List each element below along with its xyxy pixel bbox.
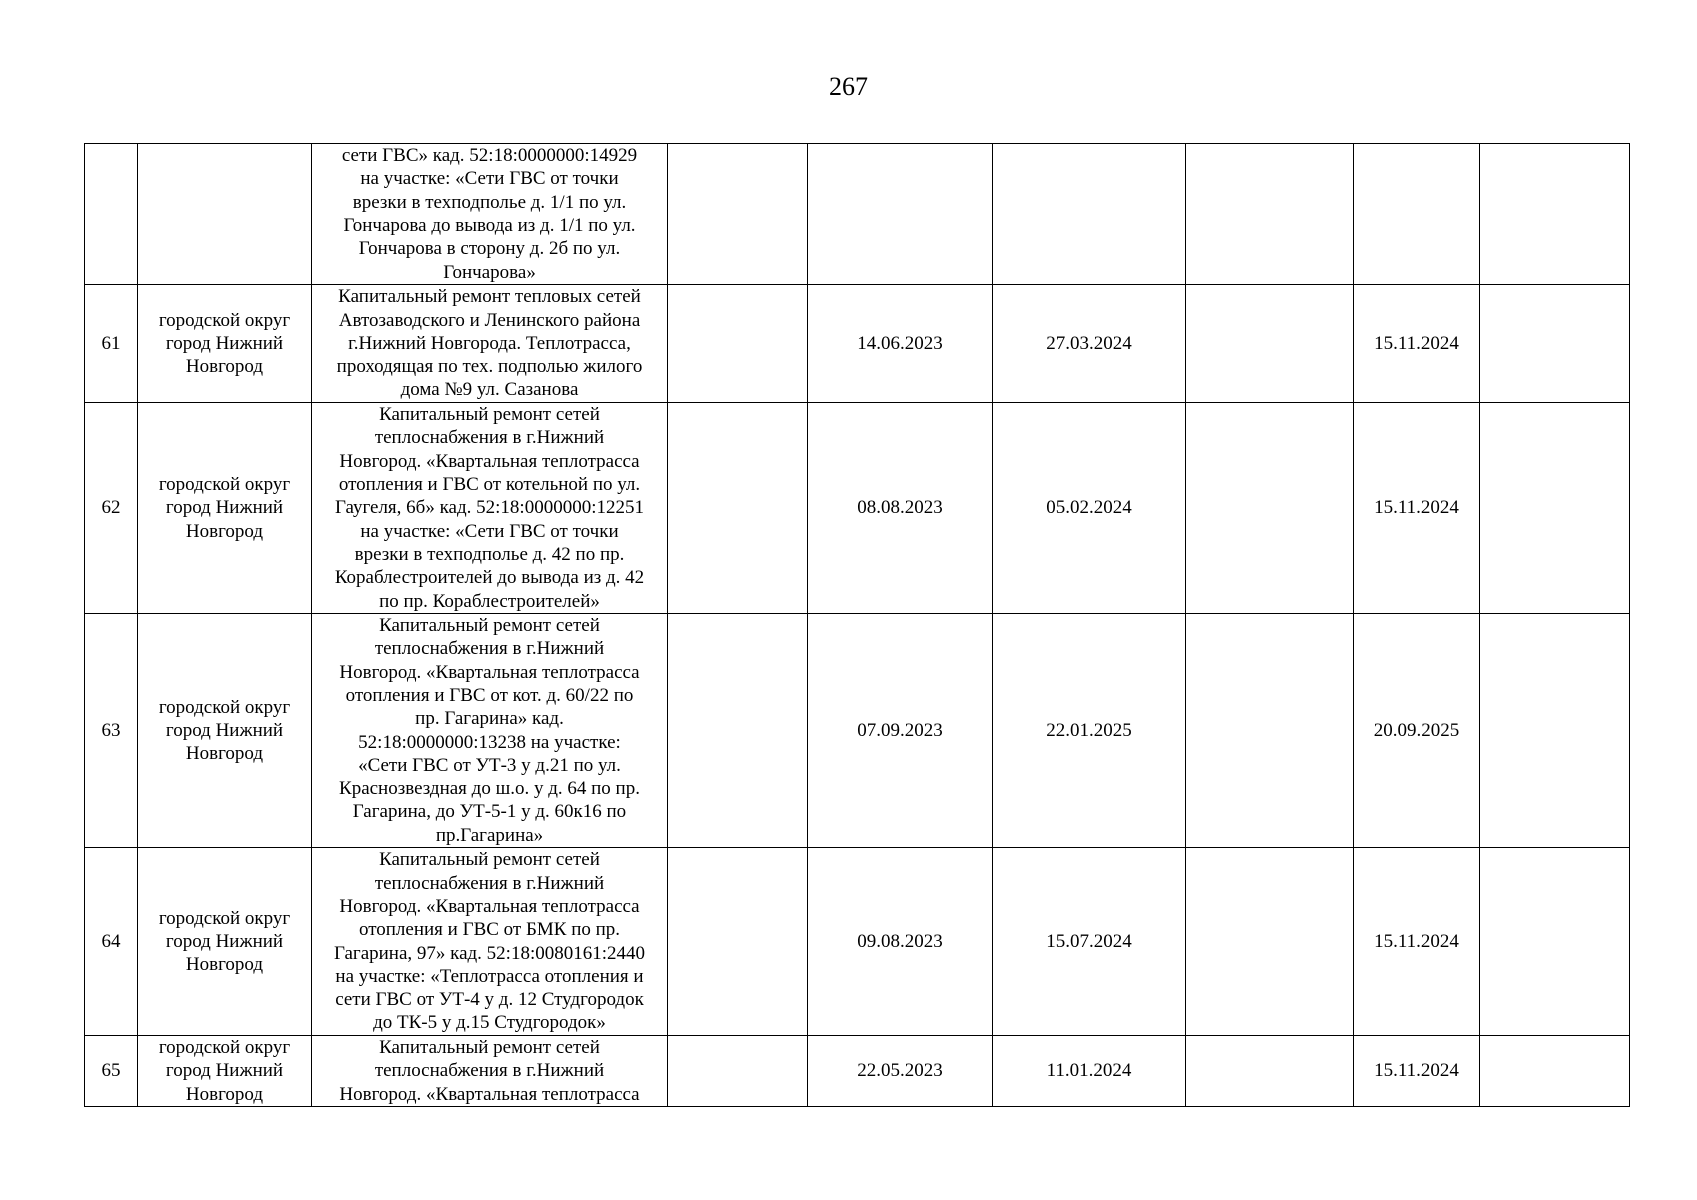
empty-cell [1480, 144, 1630, 285]
cell-text-line: городской округ [158, 907, 291, 929]
cell-text-line: Новгород [185, 954, 264, 976]
date-cell: 08.08.2023 [808, 403, 993, 614]
row-number-cell: 63 [85, 614, 138, 848]
cell-text-line: Автозаводского и Ленинского района [338, 309, 641, 331]
territory-cell [138, 848, 312, 1036]
cell-text-line: Капитальный ремонт тепловых сетей [338, 286, 641, 308]
cell-text-line: Гаугеля, 6б» кад. 52:18:0000000:12251 [335, 497, 644, 519]
date-cell: 22.01.2025 [993, 614, 1186, 848]
cell-text-line: Новгород. «Квартальная теплотрасса [339, 895, 640, 917]
cell-text-line: до ТК-5 у д.15 Студгородок» [373, 1012, 606, 1034]
cell-text-line: город Нижний [165, 719, 284, 741]
empty-cell [1480, 285, 1630, 403]
page-number: 267 [829, 72, 868, 101]
cell-text-line: теплоснабжения в г.Нижний [374, 1060, 605, 1082]
cell-text-line: теплоснабжения в г.Нижний [374, 427, 605, 449]
cell-text-line: теплоснабжения в г.Нижний [374, 638, 605, 660]
description-cell [312, 848, 668, 1036]
date-cell: 11.01.2024 [993, 1036, 1186, 1107]
cell-text-line: на участке: «Теплотрасса отопления и [335, 965, 644, 987]
empty-cell [1480, 1036, 1630, 1107]
cell-text-line: сети ГВС» кад. 52:18:0000000:14929 [341, 145, 638, 167]
cell-text-line: проходящая по тех. подполью жилого [336, 356, 643, 378]
cell-text-line: городской округ [158, 309, 291, 331]
date-cell: 15.11.2024 [1354, 403, 1480, 614]
date-cell: 15.11.2024 [1354, 848, 1480, 1036]
cell-text-line: Новгород [185, 520, 264, 542]
cell-text-line: отопления и ГВС от БМК по пр. [358, 919, 621, 941]
cell-text-line: Капитальный ремонт сетей [379, 1037, 600, 1058]
empty-cell [1480, 848, 1630, 1036]
row-number-cell: 61 [85, 285, 138, 403]
cell-text-line: Гагарина, 97» кад. 52:18:0080161:2440 [333, 942, 646, 964]
date-cell: 15.11.2024 [1354, 285, 1480, 403]
cell-text-line: город Нижний [165, 497, 284, 519]
cell-text-line: Гагарина, до УТ-5-1 у д. 60к16 по [352, 801, 627, 823]
table-row [85, 1036, 1630, 1107]
cell-text-line: Новгород. «Квартальная теплотрасса [339, 1083, 640, 1105]
table-row [85, 848, 1630, 1036]
cell-text-line: пр. Гагарина» кад. [415, 708, 564, 730]
cell-text-line: на участке: «Сети ГВС от точки [360, 520, 619, 542]
cell-text-line: по пр. Кораблестроителей» [379, 590, 600, 612]
row-number-cell [85, 144, 138, 285]
cell-text-line: город Нижний [165, 332, 284, 354]
description-cell [312, 1036, 668, 1107]
cell-text-line: дома №9 ул. Сазанова [400, 379, 579, 401]
date-cell [1354, 144, 1480, 285]
empty-cell [668, 144, 808, 285]
cell-text-line: Новгород [185, 356, 264, 378]
territory-cell [138, 1036, 312, 1107]
date-cell: 15.07.2024 [993, 848, 1186, 1036]
cell-text-line: Новгород. «Квартальная теплотрасса [339, 661, 640, 683]
empty-cell [1186, 144, 1354, 285]
empty-cell [1186, 848, 1354, 1036]
date-cell [993, 144, 1186, 285]
row-number-cell: 65 [85, 1036, 138, 1107]
cell-text-line: 52:18:0000000:13238 на участке: [358, 731, 621, 753]
cell-text-line: Гончарова до вывода из д. 1/1 по ул. [343, 215, 636, 236]
cell-text-line: Капитальный ремонт сетей [379, 849, 600, 871]
cell-text-line: город Нижний [165, 1060, 284, 1082]
description-cell [312, 614, 668, 848]
cell-text-line: теплоснабжения в г.Нижний [374, 872, 605, 894]
cell-text-line: Новгород [185, 743, 264, 765]
empty-cell [668, 1036, 808, 1107]
territory-cell [138, 403, 312, 614]
cell-text-line: городской округ [158, 474, 291, 496]
empty-cell [668, 848, 808, 1036]
description-cell [312, 403, 668, 614]
row-number-cell: 62 [85, 403, 138, 614]
cell-text-line: город Нижний [165, 930, 284, 952]
table-row [85, 614, 1630, 848]
cell-text-line: г.Нижний Новгорода. Теплотрасса, [348, 332, 631, 354]
date-cell [808, 144, 993, 285]
empty-cell [1480, 614, 1630, 848]
empty-cell [668, 614, 808, 848]
table-row [85, 144, 1630, 285]
date-cell: 07.09.2023 [808, 614, 993, 848]
empty-cell [1480, 403, 1630, 614]
date-cell: 27.03.2024 [993, 285, 1186, 403]
territory-cell [138, 614, 312, 848]
description-cell [312, 144, 668, 285]
date-cell: 15.11.2024 [1354, 1036, 1480, 1107]
empty-cell [1186, 614, 1354, 848]
cell-text-line: на участке: «Сети ГВС от точки [360, 168, 619, 190]
territory-cell [138, 285, 312, 403]
cell-text-line: Капитальный ремонт сетей [379, 404, 600, 426]
cell-text-line: Капитальный ремонт сетей [379, 615, 600, 637]
cell-text-line: «Сети ГВС от УТ-3 у д.21 по ул. [358, 754, 621, 776]
description-cell [312, 285, 668, 403]
empty-cell [668, 403, 808, 614]
cell-text-line: врезки в техподполье д. 42 по пр. [354, 543, 625, 565]
cell-text-line: Гончарова в сторону д. 2б по ул. [358, 238, 621, 260]
empty-cell [1186, 1036, 1354, 1107]
row-number-cell: 64 [85, 848, 138, 1036]
table-row [85, 285, 1630, 403]
cell-text-line: отопления и ГВС от кот. д. 60/22 по [345, 684, 634, 706]
date-cell: 22.05.2023 [808, 1036, 993, 1107]
territory-cell [138, 144, 312, 285]
cell-text-line: Краснозвездная до ш.о. у д. 64 по пр. [339, 778, 640, 800]
empty-cell [1186, 285, 1354, 403]
cell-text-line: Новгород. «Квартальная теплотрасса [339, 450, 640, 472]
date-cell: 09.08.2023 [808, 848, 993, 1036]
cell-text-line: Гончарова» [443, 261, 536, 283]
data-table [84, 143, 1630, 1107]
cell-text-line: городской округ [158, 696, 291, 718]
cell-text-line: врезки в техподполье д. 1/1 по ул. [352, 191, 627, 213]
cell-text-line: сети ГВС от УТ-4 у д. 12 Студгородок [335, 989, 644, 1011]
date-cell: 05.02.2024 [993, 403, 1186, 614]
empty-cell [668, 285, 808, 403]
date-cell: 20.09.2025 [1354, 614, 1480, 848]
date-cell: 14.06.2023 [808, 285, 993, 403]
table-row [85, 403, 1630, 614]
cell-text-line: отопления и ГВС от котельной по ул. [338, 474, 641, 496]
cell-text-line: городской округ [158, 1037, 291, 1058]
empty-cell [1186, 403, 1354, 614]
cell-text-line: Кораблестроителей до вывода из д. 42 [334, 567, 645, 589]
cell-text-line: Новгород [185, 1083, 264, 1105]
cell-text-line: пр.Гагарина» [435, 824, 544, 846]
